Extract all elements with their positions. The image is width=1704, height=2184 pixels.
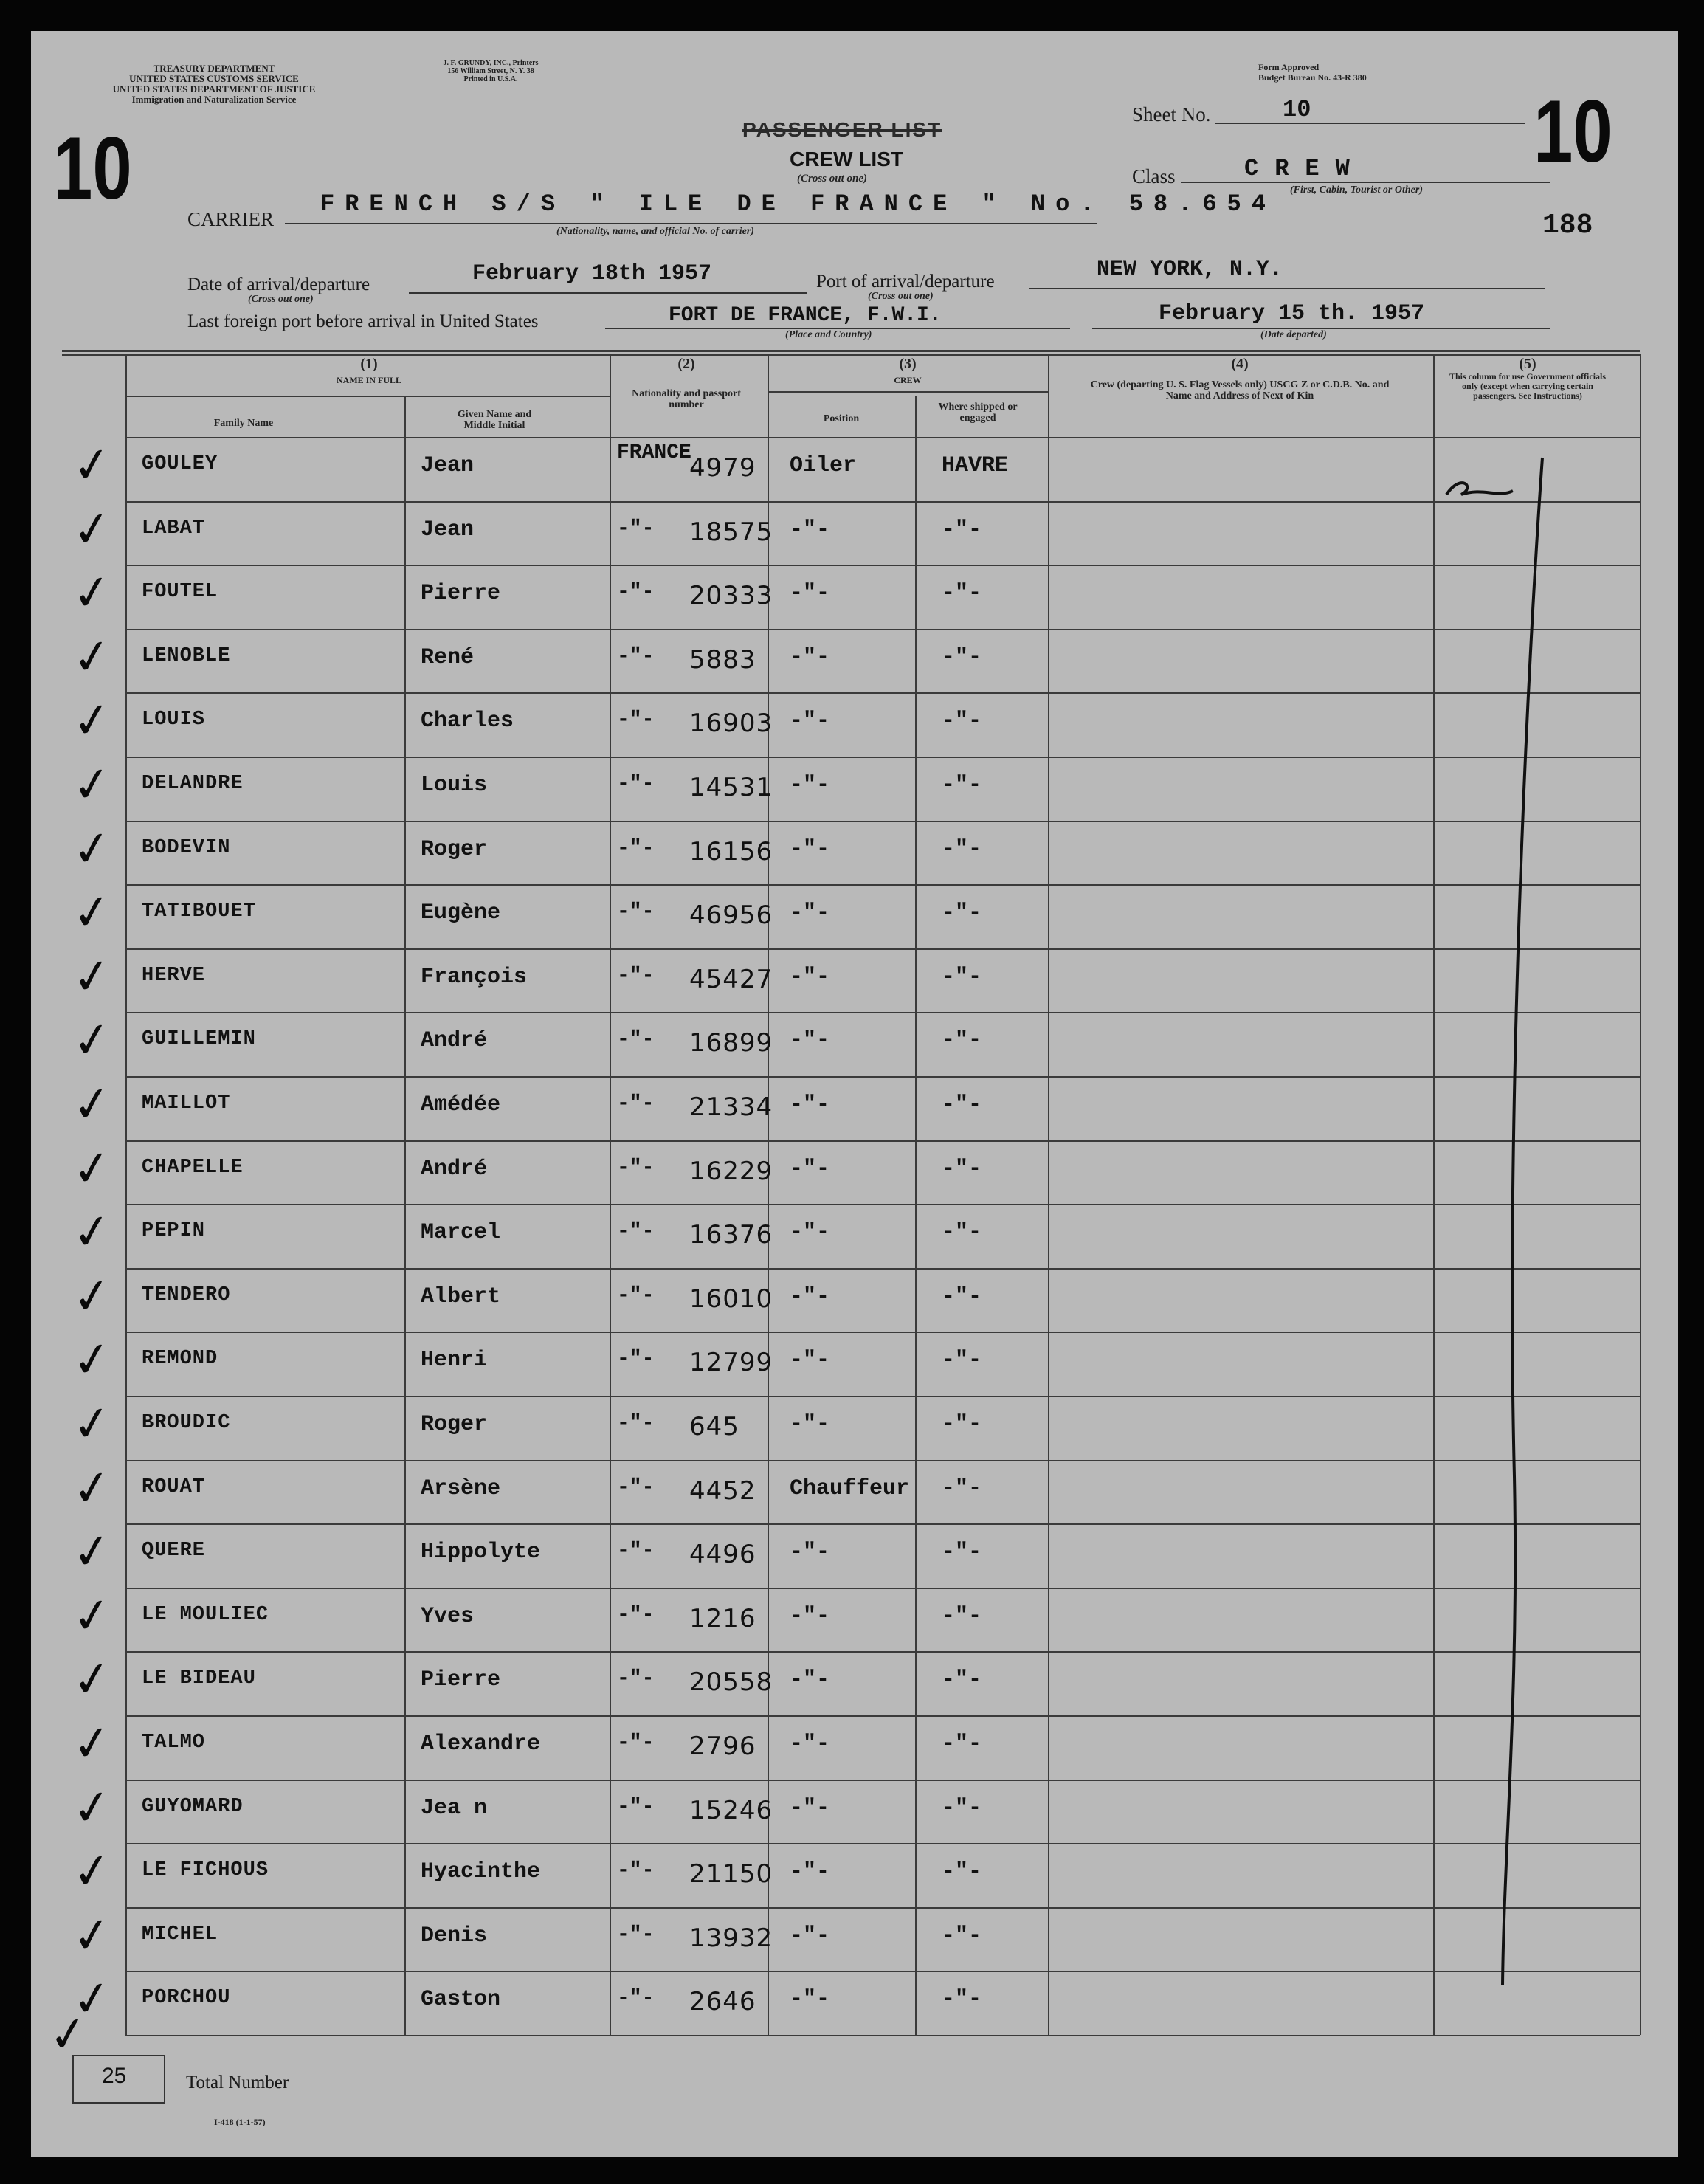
family-name-cell: MICHEL	[142, 1923, 218, 1946]
shipped-engaged-cell: -"-	[942, 1540, 982, 1565]
nationality-cell: -"-	[617, 1859, 655, 1883]
row-divider	[125, 757, 1640, 758]
shipped-engaged-cell: -"-	[942, 1795, 982, 1821]
nationality-cell: -"-	[617, 1412, 655, 1435]
printer-block	[399, 59, 583, 83]
row-divider	[125, 2035, 1640, 2036]
nationality-cell: -"-	[617, 1795, 655, 1819]
row-divider	[125, 1523, 1640, 1525]
passport-number-cell: 15246	[689, 1795, 773, 1825]
row-check-mark: ✓	[69, 1394, 116, 1455]
row-check-mark: ✓	[69, 1075, 116, 1135]
nationality-cell: -"-	[617, 517, 655, 540]
official-review-mark	[1432, 443, 1579, 2008]
family-name-cell: MAILLOT	[142, 1092, 231, 1115]
given-name-cell: Roger	[421, 1412, 488, 1437]
position-cell: -"-	[790, 836, 830, 862]
given-name-cell: Eugène	[421, 900, 501, 926]
port-arrival-note: (Cross out one)	[868, 291, 934, 302]
total-value: 25	[102, 2064, 127, 2088]
given-name-cell: Albert	[421, 1284, 501, 1309]
nationality-cell: -"-	[617, 1475, 655, 1499]
given-name-cell: Charles	[421, 709, 514, 734]
passport-number-cell: 21150	[689, 1859, 773, 1890]
table-top-double	[62, 350, 1640, 352]
family-name-cell: LE BIDEAU	[142, 1667, 256, 1690]
family-name-cell: LE FICHOUS	[142, 1859, 269, 1882]
col1-number: (1)	[360, 356, 378, 372]
passport-number-cell: 18575	[689, 517, 773, 547]
row-check-mark: ✓	[69, 947, 116, 1007]
given-name-cell: René	[421, 644, 475, 670]
position-cell: -"-	[790, 1732, 830, 1757]
nationality-cell: -"-	[617, 1284, 655, 1307]
passport-number-cell: 5883	[689, 644, 756, 675]
row-check-mark: ✓	[69, 1842, 116, 1902]
family-name-cell: LE MOULIEC	[142, 1603, 269, 1626]
passport-number-cell: 4979	[689, 453, 756, 483]
given-name-cell: Jean	[421, 517, 475, 542]
nationality-cell: -"-	[617, 1540, 655, 1563]
shipped-engaged-cell: -"-	[942, 1667, 982, 1693]
row-divider	[125, 501, 1640, 503]
row-divider	[125, 629, 1640, 630]
class-note: (First, Cabin, Tourist or Other)	[1290, 185, 1423, 196]
row-check-mark: ✓	[69, 883, 116, 943]
position-cell: -"-	[790, 1603, 830, 1629]
family-name-cell: TALMO	[142, 1732, 206, 1754]
shipped-engaged-cell: -"-	[942, 964, 982, 990]
column-divider	[610, 354, 611, 2035]
row-divider	[125, 1268, 1640, 1270]
col5-title: This column for use Government officials only (except when carrying certain passengers. See Instructions)	[1449, 371, 1607, 401]
family-name-cell: TATIBOUET	[142, 900, 256, 923]
column-divider	[1048, 354, 1049, 2035]
position-cell: -"-	[790, 773, 830, 798]
col2-number: (2)	[677, 356, 695, 372]
given-name-cell: Gaston	[421, 1987, 501, 2013]
col2-title: Nationality and passport number	[632, 388, 741, 410]
given-name-cell: Yves	[421, 1603, 475, 1629]
passport-number-cell: 16156	[689, 836, 773, 867]
row-check-mark: ✓	[69, 1586, 116, 1647]
table-top-rule	[62, 354, 1640, 356]
nationality-cell: -"-	[617, 900, 655, 924]
nationality-cell: -"-	[617, 1987, 655, 2011]
given-name-cell: Amédée	[421, 1092, 501, 1117]
position-cell: -"-	[790, 517, 830, 542]
date-arrival-line	[409, 292, 807, 294]
page-number-right: 10	[1534, 82, 1612, 181]
row-check-mark: ✓	[69, 1202, 116, 1263]
given-name-cell: Marcel	[421, 1220, 501, 1246]
row-divider	[125, 1140, 1640, 1142]
agency-line1: TREASURY DEPARTMENT	[153, 63, 275, 74]
row-check-mark: ✓	[69, 1331, 116, 1391]
position-cell: -"-	[790, 1795, 830, 1821]
row-divider	[125, 1971, 1640, 1972]
row-check-mark: ✓	[69, 627, 116, 688]
col3a-title: Position	[823, 413, 860, 424]
col1a-title: Family Name	[213, 418, 274, 429]
col3-number: (3)	[899, 356, 917, 372]
row-divider	[125, 1204, 1640, 1205]
col4-number: (4)	[1231, 356, 1249, 372]
form-code: I-418 (1-1-57)	[214, 2117, 266, 2127]
row-divider	[125, 884, 1640, 886]
nationality-cell: -"-	[617, 1156, 655, 1179]
row-check-mark: ✓	[69, 1522, 116, 1582]
nationality-cell: -"-	[617, 836, 655, 860]
header-subrule-1	[125, 396, 611, 397]
position-cell: -"-	[790, 1028, 830, 1054]
row-check-mark: ✓	[69, 755, 116, 816]
last-port-note: (Place and Country)	[785, 329, 872, 340]
agency-block	[52, 63, 376, 105]
position-cell: -"-	[790, 644, 830, 670]
row-divider	[125, 1780, 1640, 1781]
last-port-value: FORT DE FRANCE, F.W.I.	[669, 304, 942, 327]
shipped-engaged-cell: HAVRE	[942, 453, 1009, 478]
passport-number-cell: 21334	[689, 1092, 773, 1122]
family-name-cell: DELANDRE	[142, 773, 244, 795]
class-label: Class	[1132, 165, 1176, 187]
col5-number: (5)	[1519, 356, 1536, 372]
nationality-cell: -"-	[617, 1220, 655, 1244]
given-name-cell: André	[421, 1156, 488, 1182]
position-cell: -"-	[790, 1348, 830, 1374]
nationality-cell: -"-	[617, 1732, 655, 1754]
column-divider	[1640, 354, 1641, 2035]
passport-number-cell: 16903	[689, 709, 773, 739]
given-name-cell: Arsène	[421, 1475, 501, 1501]
row-check-mark: ✓	[69, 1267, 116, 1327]
passport-number-cell: 20558	[689, 1667, 773, 1698]
header-subrule-3	[768, 391, 1048, 393]
family-name-cell: PORCHOU	[142, 1987, 231, 2010]
form-approved: Form Approved	[1258, 62, 1320, 72]
row-divider	[125, 1588, 1640, 1589]
date-arrival-label: Date of arrival/departure	[187, 275, 370, 294]
shipped-engaged-cell: -"-	[942, 1923, 982, 1949]
family-name-cell: LENOBLE	[142, 644, 231, 667]
family-name-cell: REMOND	[142, 1348, 218, 1371]
last-port-date-note: (Date departed)	[1260, 329, 1327, 340]
printer-line3: Printed in U.S.A.	[463, 75, 518, 83]
sheet-line	[1215, 123, 1525, 124]
row-divider	[125, 692, 1640, 694]
passport-number-cell: 16229	[689, 1156, 773, 1186]
given-name-cell: Jea n	[421, 1795, 488, 1821]
position-cell: Oiler	[790, 453, 857, 478]
shipped-engaged-cell: -"-	[942, 900, 982, 926]
shipped-engaged-cell: -"-	[942, 1220, 982, 1246]
shipped-engaged-cell: -"-	[942, 1348, 982, 1374]
row-divider	[125, 1651, 1640, 1653]
position-cell: -"-	[790, 1412, 830, 1437]
shipped-engaged-cell: -"-	[942, 1475, 982, 1501]
port-arrival-label: Port of arrival/departure	[816, 272, 995, 292]
position-cell: -"-	[790, 1284, 830, 1309]
nationality-cell: -"-	[617, 709, 655, 732]
row-divider	[125, 821, 1640, 822]
row-check-mark: ✓	[69, 819, 116, 879]
carrier-value: FRENCH S/S " ILE DE FRANCE " No. 58.654	[320, 190, 1276, 218]
position-cell: -"-	[790, 1923, 830, 1949]
printer-line2: 156 William Street, N. Y. 38	[447, 67, 534, 75]
given-name-cell: Pierre	[421, 1667, 501, 1693]
family-name-cell: CHAPELLE	[142, 1156, 244, 1179]
row-divider	[125, 1460, 1640, 1461]
agency-line2: UNITED STATES CUSTOMS SERVICE	[129, 73, 299, 84]
position-cell: -"-	[790, 964, 830, 990]
shipped-engaged-cell: -"-	[942, 1732, 982, 1757]
column-divider	[404, 396, 406, 2035]
shipped-engaged-cell: -"-	[942, 1859, 982, 1885]
shipped-engaged-cell: -"-	[942, 773, 982, 798]
nationality-cell: -"-	[617, 1092, 655, 1115]
shipped-engaged-cell: -"-	[942, 1028, 982, 1054]
row-check-mark: ✓	[69, 500, 116, 559]
shipped-engaged-cell: -"-	[942, 517, 982, 542]
family-name-cell: LABAT	[142, 517, 206, 540]
passport-number-cell: 16899	[689, 1028, 773, 1058]
row-divider	[125, 1715, 1640, 1717]
passport-number-cell: 16010	[689, 1284, 773, 1314]
passport-number-cell: 45427	[689, 964, 773, 994]
passport-number-cell: 1216	[689, 1603, 756, 1633]
row-divider	[125, 948, 1640, 950]
last-port-date-value: February 15 th. 1957	[1159, 301, 1425, 326]
total-check-mark: ✓	[45, 2005, 92, 2065]
row-divider	[125, 1012, 1640, 1013]
position-cell: -"-	[790, 900, 830, 926]
family-name-cell: HERVE	[142, 964, 206, 987]
printer-line1: J. F. GRUNDY, INC., Printers	[443, 59, 539, 67]
carrier-note: (Nationality, name, and official No. of carrier)	[556, 226, 754, 237]
position-cell: -"-	[790, 1987, 830, 2013]
row-divider	[125, 1907, 1640, 1909]
column-divider	[125, 354, 127, 2035]
position-cell: -"-	[790, 1859, 830, 1885]
column-divider	[915, 396, 917, 2035]
position-cell: Chauffeur	[790, 1475, 910, 1501]
row-check-mark: ✓	[69, 1650, 116, 1710]
shipped-engaged-cell: -"-	[942, 1092, 982, 1117]
given-name-cell: Pierre	[421, 581, 501, 607]
row-check-mark: ✓	[69, 563, 116, 624]
family-name-cell: GOULEY	[142, 453, 218, 475]
carrier-label: CARRIER	[187, 208, 275, 230]
row-check-mark: ✓	[69, 1011, 116, 1071]
row-check-mark: ✓	[69, 1970, 116, 2030]
nationality-cell: FRANCE	[617, 441, 691, 464]
family-name-cell: BODEVIN	[142, 836, 231, 859]
given-name-cell: Henri	[421, 1348, 488, 1374]
given-name-cell: Roger	[421, 836, 488, 862]
given-name-cell: Alexandre	[421, 1732, 541, 1757]
row-check-mark: ✓	[69, 1139, 116, 1199]
passport-number-cell: 645	[689, 1412, 739, 1441]
form-approval-block	[1258, 62, 1367, 83]
shipped-engaged-cell: -"-	[942, 644, 982, 670]
nationality-cell: -"-	[617, 1348, 655, 1371]
position-cell: -"-	[790, 1156, 830, 1182]
header-bottom-rule	[125, 437, 1640, 438]
nationality-cell: -"-	[617, 581, 655, 604]
passport-number-cell: 2796	[689, 1732, 756, 1761]
passport-number-cell: 20333	[689, 581, 773, 611]
family-name-cell: FOUTEL	[142, 581, 218, 604]
sheet-value: 10	[1283, 96, 1311, 123]
nationality-cell: -"-	[617, 1923, 655, 1946]
shipped-engaged-cell: -"-	[942, 1603, 982, 1629]
shipped-engaged-cell: -"-	[942, 836, 982, 862]
passenger-list-title: PASSENGER LIST	[742, 118, 942, 141]
nationality-cell: -"-	[617, 1667, 655, 1691]
total-label: Total Number	[186, 2073, 289, 2092]
col4-title: Crew (departing U. S. Flag Vessels only) USCG Z or C.D.B. No. and Name and Address of Next of Kin	[1090, 379, 1390, 402]
last-port-label: Last foreign port before arrival in United States	[187, 311, 539, 331]
nationality-cell: -"-	[617, 773, 655, 796]
col1b-title: Given Name and Middle Initial	[457, 409, 532, 431]
position-cell: -"-	[790, 1540, 830, 1565]
shipped-engaged-cell: -"-	[942, 1284, 982, 1309]
position-cell: -"-	[790, 1667, 830, 1693]
class-value: CREW	[1244, 155, 1366, 182]
agency-line4: Immigration and Naturalization Service	[131, 94, 297, 105]
position-cell: -"-	[790, 1092, 830, 1117]
shipped-engaged-cell: -"-	[942, 1412, 982, 1437]
row-divider	[125, 1843, 1640, 1844]
family-name-cell: GUILLEMIN	[142, 1028, 256, 1051]
row-check-mark: ✓	[69, 1458, 116, 1518]
row-divider	[125, 1396, 1640, 1397]
shipped-engaged-cell: -"-	[942, 1987, 982, 2013]
row-check-mark: ✓	[69, 1714, 116, 1774]
carrier-line	[285, 223, 1097, 224]
row-divider	[125, 565, 1640, 566]
given-name-cell: Jean	[421, 453, 475, 478]
shipped-engaged-cell: -"-	[942, 1156, 982, 1182]
given-name-cell: Louis	[421, 773, 488, 798]
passport-number-cell: 46956	[689, 900, 773, 931]
row-divider	[125, 1076, 1640, 1078]
stamp-number: 188	[1542, 210, 1593, 241]
position-cell: -"-	[790, 1220, 830, 1246]
port-arrival-line	[1029, 288, 1545, 289]
passport-number-cell: 14531	[689, 773, 773, 802]
page-number-left: 10	[53, 119, 132, 218]
date-arrival-value: February 18th 1957	[472, 261, 712, 286]
sheet-label: Sheet No.	[1132, 103, 1211, 125]
family-name-cell: TENDERO	[142, 1284, 231, 1306]
port-arrival-value: NEW YORK, N.Y.	[1097, 257, 1283, 282]
nationality-cell: -"-	[617, 1028, 655, 1052]
nationality-cell: -"-	[617, 964, 655, 988]
position-cell: -"-	[790, 581, 830, 607]
position-cell: -"-	[790, 709, 830, 734]
passport-number-cell: 13932	[689, 1923, 773, 1953]
budget-bureau-no: Budget Bureau No. 43-R 380	[1258, 72, 1367, 83]
nationality-cell: -"-	[617, 644, 655, 668]
given-name-cell: François	[421, 964, 528, 990]
passport-number-cell: 12799	[689, 1348, 773, 1378]
passport-number-cell: 16376	[689, 1220, 773, 1250]
row-divider	[125, 1332, 1640, 1333]
passport-number-cell: 4452	[689, 1475, 756, 1506]
title-cross-out-note: (Cross out one)	[797, 173, 868, 185]
row-check-mark: ✓	[69, 1906, 116, 1966]
row-check-mark: ✓	[69, 692, 116, 751]
row-check-mark: ✓	[69, 1778, 116, 1838]
date-arrival-note: (Cross out one)	[248, 294, 314, 305]
shipped-engaged-cell: -"-	[942, 581, 982, 607]
given-name-cell: Hyacinthe	[421, 1859, 541, 1885]
col3-title: CREW	[894, 375, 922, 385]
passport-number-cell: 2646	[689, 1987, 756, 2017]
passport-number-cell: 4496	[689, 1540, 756, 1570]
shipped-engaged-cell: -"-	[942, 709, 982, 734]
col3b-title: Where shipped or engaged	[938, 402, 1018, 424]
nationality-cell: -"-	[617, 1603, 655, 1627]
crew-list-title: CREW LIST	[790, 148, 903, 170]
family-name-cell: GUYOMARD	[142, 1795, 244, 1818]
family-name-cell: PEPIN	[142, 1220, 206, 1243]
family-name-cell: BROUDIC	[142, 1412, 231, 1434]
given-name-cell: Hippolyte	[421, 1540, 541, 1565]
family-name-cell: ROUAT	[142, 1475, 206, 1498]
given-name-cell: Denis	[421, 1923, 488, 1949]
col1-title: NAME IN FULL	[336, 375, 401, 385]
family-name-cell: LOUIS	[142, 709, 206, 731]
given-name-cell: André	[421, 1028, 488, 1054]
row-check-mark: ✓	[69, 435, 116, 496]
agency-line3: UNITED STATES DEPARTMENT OF JUSTICE	[112, 83, 316, 94]
family-name-cell: QUERE	[142, 1540, 206, 1563]
